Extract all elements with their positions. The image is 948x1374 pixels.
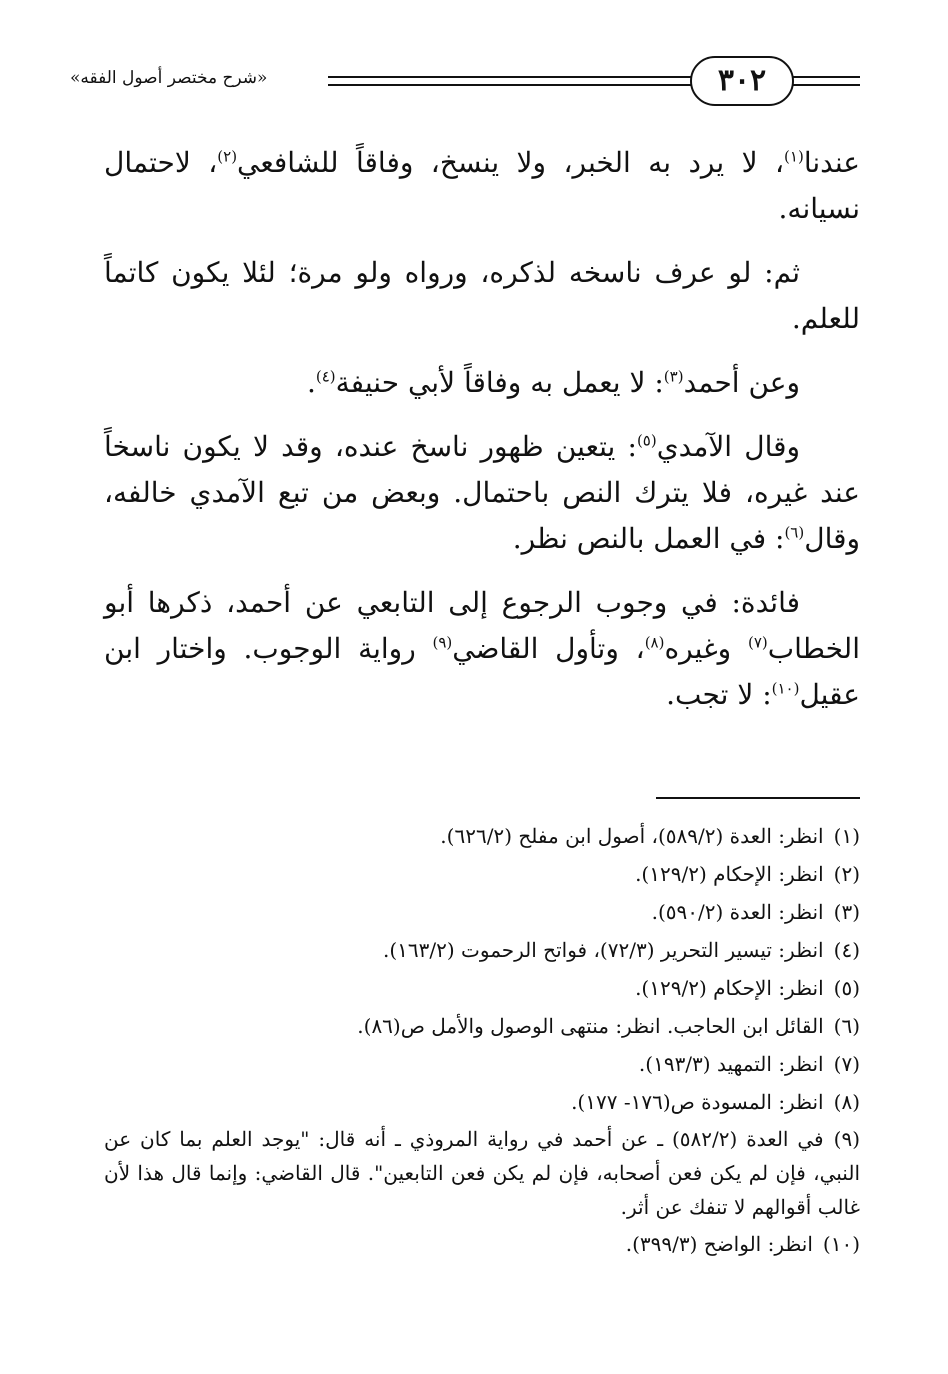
paragraph-2: ثم: لو عرف ناسخه لذكره، ورواه ولو مرة؛ لئلا يكون كاتماً للعلم. (104, 256, 860, 335)
footnote-ref[interactable]: (٩) (432, 633, 453, 652)
footnote-text: انظر: العدة (٥٨٩/٢)، أصول ابن مفلح (٦٢٦/٢). (440, 824, 824, 848)
paragraph-4: وقال الآمدي$^{(٥)}$: يتعين ظهور ناسخ عنده، وقد لا يكون ناسخاً عند غيره، فلا يترك النص باحتمال. وبعض من تبع الآمدي خالفه، وقال$^{(٦)}$: في العمل بالنص نظر. (104, 430, 860, 555)
footnote-ref[interactable]: (٤) (315, 367, 336, 386)
paragraph-1: عندنا$^{(١)}$، لا يرد به الخبر، ولا ينسخ، وفاقاً للشافعي$^{(٢)}$، لاحتمال نسيانه. (104, 146, 860, 225)
footnote-number: (٢) (833, 862, 860, 886)
footnote-6 (104, 1008, 860, 1044)
footnote-3 (104, 894, 860, 930)
footnote-8 (104, 1084, 860, 1120)
running-title: «شرح مختصر أصول الفقه» (70, 68, 268, 88)
footnote-ref[interactable]: (٣) (663, 367, 684, 386)
footnote-ref[interactable]: (١٠) (771, 679, 800, 698)
footnote-5 (104, 970, 860, 1006)
footnote-text: انظر: المسودة ص(١٧٦- ١٧٧). (571, 1090, 824, 1114)
footnote-number: (٩) (833, 1127, 860, 1151)
footnote-number: (٧) (833, 1052, 860, 1076)
paragraph-3: وعن أحمد$^{(٣)}$: لا يعمل به وفاقاً لأبي حنيفة$^{(٤)}$. (306, 366, 800, 399)
footnote-text: انظر: الإحكام (١٢٩/٢). (635, 976, 824, 1000)
footnote-text: انظر: تيسير التحرير (٧٢/٣)، فواتح الرحموت (١٦٣/٢). (382, 938, 824, 962)
footnote-separator (656, 797, 860, 799)
footnote-number: (١) (833, 824, 860, 848)
footnote-text: القائل ابن الحاجب. انظر: منتهى الوصول والأمل ص(٨٦). (357, 1014, 824, 1038)
footnote-text: في العدة (٥٨٢/٢) ـ عن أحمد في رواية المروذي ـ أنه قال: "يوجد العلم بما كان عن النبي، فإن لم يكن فعن أصحابه، فإن لم يكن فعن التابعين". قال القاضي: وإنما قال هذا لأن غالب أقوالهم لا تنفك عن أثر. (104, 1127, 860, 1219)
footnote-number: (٥) (833, 976, 860, 1000)
page-number: ٣٠٢ (690, 56, 794, 106)
footnote-number: (٦) (833, 1014, 860, 1038)
page-header (70, 54, 860, 106)
footnote-ref[interactable]: (٢) (217, 147, 238, 166)
footnote-4 (104, 932, 860, 968)
footnote-9 (104, 1122, 860, 1224)
footnote-1 (104, 818, 860, 854)
footnotes (104, 818, 860, 1264)
footnote-number: (٣) (833, 900, 860, 924)
footnote-text: انظر: الواضح (٣٩٩/٣). (625, 1232, 813, 1256)
footnote-number: (٨) (833, 1090, 860, 1114)
main-text (104, 140, 860, 736)
footnote-number: (٤) (833, 938, 860, 962)
footnote-number: (١٠) (822, 1232, 860, 1256)
footnote-ref[interactable]: (١) (784, 147, 804, 166)
footnote-text: انظر: العدة (٥٩٠/٢). (651, 900, 824, 924)
paragraph-5: فائدة: في وجوب الرجوع إلى التابعي عن أحمد، ذكرها أبو الخطاب$^{(٧)}$ وغيره$^{(٨)}$، وتأول القاضي$^{(٩)}$ رواية الوجوب. واختار ابن عقيل$^{(١٠)}$: لا تجب. (104, 586, 860, 711)
footnote-10 (104, 1226, 860, 1262)
footnote-ref[interactable]: (٨) (644, 633, 665, 652)
footnote-text: انظر: الإحكام (١٢٩/٢). (635, 862, 824, 886)
footnote-ref[interactable]: (٧) (747, 633, 768, 652)
footnote-ref[interactable]: (٥) (636, 431, 657, 450)
footnote-7 (104, 1046, 860, 1082)
footnote-ref[interactable]: (٦) (784, 523, 805, 542)
footnote-text: انظر: التمهيد (١٩٣/٣). (638, 1052, 824, 1076)
footnote-2 (104, 856, 860, 892)
